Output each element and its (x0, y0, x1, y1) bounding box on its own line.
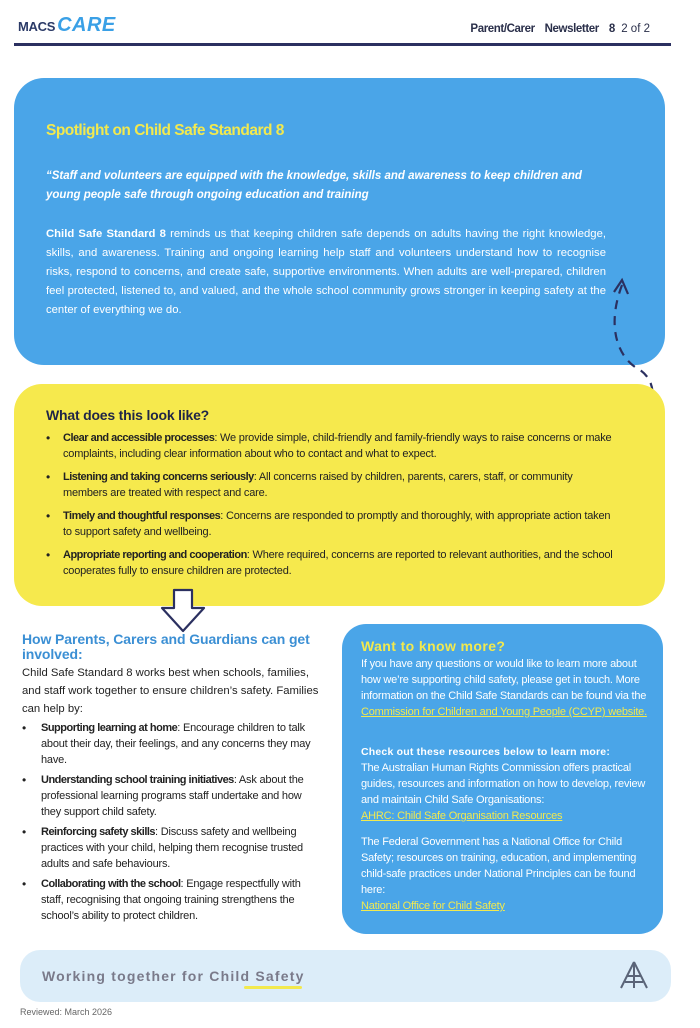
list-item (46, 547, 616, 579)
involved-section (22, 632, 322, 928)
footer-tagline: Working together for Child Safety (42, 968, 305, 984)
involved-title: How Parents, Carers and Guardians can get involved: (22, 631, 310, 662)
newsletter-label: Parent/Carer (470, 23, 535, 35)
issue-number: 8 (608, 23, 615, 35)
list-item-text: : All concerns raised by children, parents, carers, staff, or community members are treated with respect and care. (63, 471, 573, 499)
down-arrow-icon (158, 588, 208, 634)
list-item (46, 469, 616, 501)
know-more-title: Want to know more? (361, 638, 506, 654)
macs-care-logo (18, 14, 116, 37)
list-item-text: : Encourage children to talk about their day, their feelings, and any concerns they may have. (41, 722, 311, 766)
spotlight-body (46, 225, 606, 320)
know-more-paragraph-2 (361, 760, 651, 824)
know-more-paragraph-3 (361, 834, 651, 914)
list-item-text: : We provide simple, child-friendly and family-friendly ways to raise concerns or make complaints, including clear information about who to contact and what to expect. (63, 432, 612, 460)
list-item-text: : Concerns are responded to promptly and thoroughly, with appropriate action taken to support safety and wellbeing. (63, 510, 611, 538)
national-office-link[interactable]: National Office for Child Safety (361, 900, 505, 912)
list-item (46, 430, 616, 462)
list-item-heading: Supporting learning at home (41, 722, 178, 734)
resources-subheading: Check out these resources below to learn more: (361, 746, 611, 758)
look-like-list (46, 430, 616, 586)
know-more-paragraph-1 (361, 656, 651, 720)
list-item-text: : Ask about the professional learning programs staff undertake and how they support child safety. (41, 774, 304, 818)
logo-care-text: CARE (57, 14, 116, 36)
list-item-heading: Understanding school training initiatives (41, 774, 234, 786)
list-item-heading: Listening and taking concerns seriously (63, 471, 254, 483)
list-item-heading: Collaborating with the school (41, 878, 181, 890)
header-issue-info (470, 23, 650, 35)
list-item-heading: Clear and accessible processes (63, 432, 215, 444)
involved-intro: Child Safe Standard 8 works best when schools, families, and staff work together to ensure children’s safety. Families can help by: (22, 667, 319, 715)
list-item-text: : Discuss safety and wellbeing practices with your child, helping them recognise trusted adults and safe behaviours. (41, 826, 303, 870)
page-indicator: 2 of 2 (621, 23, 650, 35)
list-item (46, 508, 616, 540)
know-more-p3-text: The Federal Government has a National Office for Child Safety; resources on training, education, and implementing child-safe practices under National Principles can be found here: (361, 836, 637, 896)
footer-underline-accent (244, 986, 302, 989)
page-header (18, 14, 670, 44)
list-item (22, 720, 322, 768)
know-more-p1-text: If you have any questions or would like to learn more about how we’re supporting child safety, please get in touch. More information on the Child Safe Standards can be found via the (361, 658, 647, 702)
header-divider (14, 43, 671, 46)
list-item (22, 824, 322, 872)
ahrc-resources-link[interactable]: AHRC: Child Safe Organisation Resources (361, 810, 563, 822)
spotlight-quote: “Staff and volunteers are equipped with the knowledge, skills and awareness to keep children and young people safe through ongoing education and training (46, 170, 582, 201)
logo-macs-text: MACS (18, 19, 56, 34)
look-like-title: What does this look like? (46, 407, 210, 423)
spotlight-body-text: reminds us that keeping children safe depends on adults having the right knowledge, skills, and awareness. Training and ongoing learning help staff and volunteers understand how to recognise risks, respond to concerns, and create safe, supportive environments. When adults are well-prepared, children feel protected, listened to, and valued, and the whole school community grows stronger in keeping safety at the center of everything we do. (46, 228, 607, 316)
list-item (22, 772, 322, 820)
list-item-heading: Timely and thoughtful responses (63, 510, 221, 522)
school-emblem-icon (618, 960, 650, 990)
know-more-p2-text: The Australian Human Rights Commission offers practical guides, resources and information on how to develop, review and maintain Child Safe Organisations: (361, 762, 646, 806)
list-item-heading: Reinforcing safety skills (41, 826, 156, 838)
involved-list (22, 720, 322, 924)
list-item-text: : Engage respectfully with staff, recognising that ongoing training strengthens the school’s ability to protect children. (41, 878, 301, 922)
list-item (22, 876, 322, 924)
newsletter-word: Newsletter (544, 23, 599, 35)
spotlight-body-lead: Child Safe Standard 8 (46, 228, 166, 240)
ccyp-website-link[interactable]: Commission for Children and Young People (CCYP) website. (361, 706, 647, 718)
list-item-text: : Where required, concerns are reported to relevant authorities, and the school cooperates fully to ensure children are protected. (63, 549, 613, 577)
spotlight-title: Spotlight on Child Safe Standard 8 (46, 122, 284, 139)
reviewed-date: Reviewed: March 2026 (20, 1007, 113, 1017)
list-item-heading: Appropriate reporting and cooperation (63, 549, 247, 561)
